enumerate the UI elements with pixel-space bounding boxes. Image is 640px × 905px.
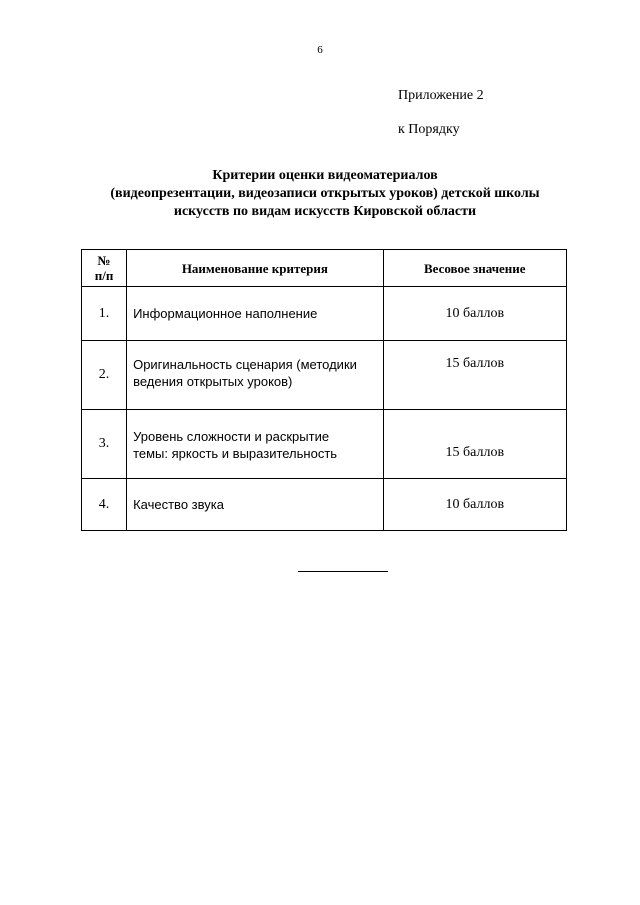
- criterion-name-line: Качество звука: [133, 497, 224, 512]
- header-number-symbol: №: [97, 253, 111, 268]
- row-number: 4.: [82, 479, 127, 531]
- criterion-name-line: темы: яркость и выразительность: [133, 446, 338, 461]
- criterion-name: [127, 479, 384, 531]
- criterion-weight: 10 баллов: [383, 287, 566, 341]
- row-number: 2.: [82, 341, 127, 410]
- header-weight: Весовое значение: [383, 250, 566, 287]
- criterion-name: [127, 341, 384, 410]
- row-number: 1.: [82, 287, 127, 341]
- appendix-label: Приложение 2: [398, 88, 484, 103]
- row-number: 3.: [82, 410, 127, 479]
- appendix-reference: к Порядку: [398, 122, 460, 137]
- criterion-weight: 15 баллов: [383, 341, 566, 410]
- table-row: [82, 287, 567, 341]
- title-line: искусств по видам искусств Кировской области: [173, 204, 477, 219]
- header-number: [82, 250, 127, 287]
- closing-rule: [298, 571, 388, 572]
- header-number-abbr: п/п: [94, 268, 114, 283]
- page-number: 6: [317, 44, 323, 56]
- title-line: Критерии оценки видеоматериалов: [212, 168, 438, 183]
- criterion-name-line: Оригинальность сценария (методики: [133, 357, 357, 372]
- title-line: (видеопрезентации, видеозаписи открытых уроков) детской школы: [110, 186, 540, 201]
- table-row: [82, 410, 567, 479]
- criterion-name-line: Информационное наполнение: [133, 306, 318, 321]
- criterion-name: [127, 287, 384, 341]
- criterion-name-line: ведения открытых уроков): [133, 374, 293, 389]
- document-title: [80, 167, 570, 221]
- criterion-name: [127, 410, 384, 479]
- header-criterion-name: Наименование критерия: [127, 250, 384, 287]
- criterion-weight: 15 баллов: [383, 410, 566, 479]
- table-header-row: [82, 250, 567, 287]
- criteria-table: [81, 249, 567, 531]
- criterion-name-line: Уровень сложности и раскрытие: [133, 429, 330, 444]
- table-row: [82, 479, 567, 531]
- criterion-weight: 10 баллов: [383, 479, 566, 531]
- table-row: [82, 341, 567, 410]
